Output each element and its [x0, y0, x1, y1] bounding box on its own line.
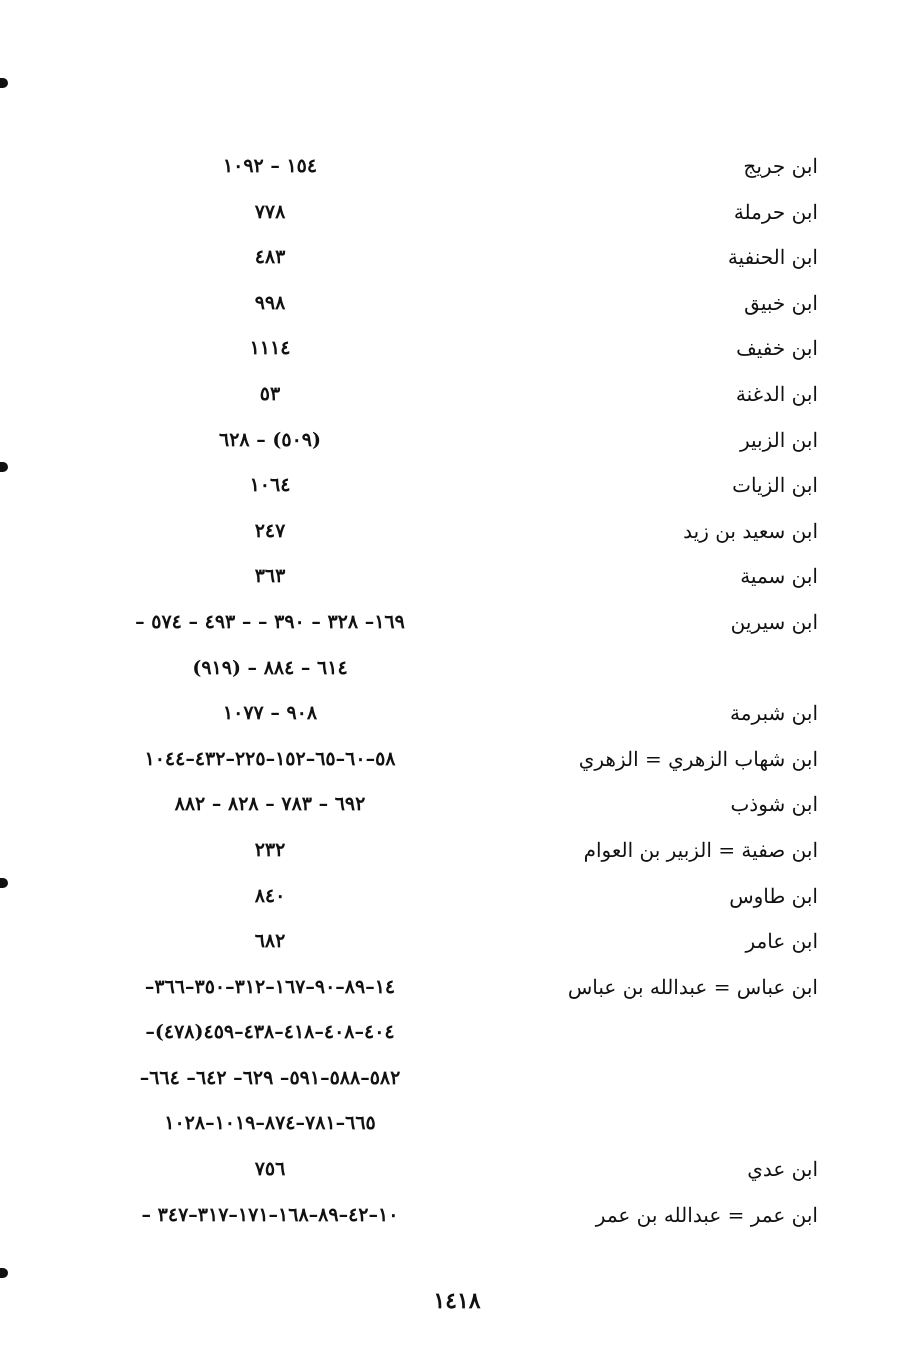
index-entry [0, 829, 914, 875]
index-entry [0, 373, 914, 419]
index-entry [0, 1148, 914, 1194]
entry-name: ابن خبيق [744, 290, 818, 315]
entry-pages: ١٥٤ – ١٠٩٢ [222, 155, 318, 177]
index-entry [0, 966, 914, 1012]
index-entry [0, 692, 914, 738]
index-entry [0, 236, 914, 282]
index-entry [0, 783, 914, 829]
index-entry [0, 1194, 914, 1240]
entry-name: ابن طاوس [729, 883, 818, 908]
scan-edge-mark [0, 78, 8, 88]
entry-pages: ٥٨٢–٥٨٨–٥٩١– ٦٢٩– ٦٤٢– ٦٦٤– [139, 1066, 401, 1089]
scan-edge-mark [0, 1268, 8, 1278]
entry-name: ابن جريج [743, 154, 818, 178]
entry-name: ابن سمية [740, 564, 818, 589]
index-entry [0, 555, 914, 601]
index-entry [0, 601, 914, 647]
index-entry [0, 920, 914, 966]
entry-name: ابن شوذب [730, 792, 818, 817]
entry-pages: ١٠–٤٢–٨٩–١٦٨–١٧١–٣١٧–٣٤٧ – [141, 1203, 399, 1226]
index-entry [0, 738, 914, 784]
index-entry [0, 464, 914, 510]
entry-name: ابن شهاب الزهري = الزهري [578, 746, 818, 771]
entry-pages: ٥٣ [259, 382, 281, 405]
entry-name: ابن حرملة [733, 199, 818, 224]
entry-pages: ٧٧٨ [254, 200, 286, 223]
index-entry [0, 510, 914, 556]
entry-pages: ٥٨–٦٠–٦٥–١٥٢–٢٢٥–٤٣٢–١٠٤٤ [144, 747, 396, 770]
entry-name: ابن عامر [745, 929, 818, 954]
index-entry [0, 282, 914, 328]
index-entry-continuation [0, 1057, 914, 1103]
entry-name: ابن سعيد بن زيد [683, 518, 818, 543]
index-entry-continuation [0, 647, 914, 693]
entry-name: ابن صفية = الزبير بن العوام [583, 837, 818, 862]
entry-pages: ١١١٤ [249, 337, 291, 360]
entry-pages: ٦٩٢ – ٧٨٣ – ٨٢٨ – ٨٨٢ [174, 793, 366, 816]
entry-pages: ٢٣٢ [254, 838, 286, 861]
entry-pages: ١٦٩– ٣٢٨ – ٣٩٠ – – ٤٩٣ – ٥٧٤ – [135, 610, 405, 633]
entry-name: ابن الدغنة [735, 381, 818, 406]
page-number: ١٤١٨ [433, 1288, 481, 1314]
entry-name: ابن عمر = عبدالله بن عمر [595, 1202, 818, 1227]
entry-name: ابن خفيف [736, 336, 818, 361]
index-entry-continuation [0, 1011, 914, 1057]
entry-pages: ٦١٤ – ٨٨٤ – (٩١٩) [192, 656, 348, 679]
entry-pages: ٦٦٥–٧٨١–٨٧٤–١٠١٩–١٠٢٨ [164, 1112, 376, 1135]
entry-pages: ١٠٦٤ [249, 474, 291, 497]
entry-name: ابن الحنفية [727, 245, 818, 270]
entry-name: ابن عباس = عبدالله بن عباس [567, 974, 818, 999]
entry-name: ابن شبرمة [730, 701, 818, 726]
entry-name: ابن عدي [747, 1157, 818, 1182]
entry-pages: ٩٠٨ – ١٠٧٧ [222, 702, 318, 725]
index-entry [0, 145, 914, 191]
entry-pages: ١٤–٨٩–٩٠–١٦٧–٣١٢–٣٥٠–٣٦٦– [144, 975, 396, 998]
entry-pages: ٣٦٣ [254, 565, 286, 588]
index-entry [0, 327, 914, 373]
entry-name: ابن سيرين [730, 609, 818, 634]
index-entry [0, 419, 914, 465]
index-entry-continuation [0, 1102, 914, 1148]
entry-pages: ٩٩٨ [254, 291, 286, 314]
entry-name: ابن الزبير [739, 427, 818, 452]
index-entry [0, 875, 914, 921]
entry-pages: ٨٤٠ [254, 884, 286, 907]
entry-pages: ٢٤٧ [254, 519, 286, 542]
entry-pages: ٤٨٣ [254, 246, 286, 269]
entry-pages: (٥٠٩) – ٦٢٨ [219, 428, 321, 451]
entry-name: ابن الزيات [732, 473, 818, 498]
name-index-list [0, 145, 914, 1239]
entry-pages: ٤٠٤–٤٠٨–٤١٨–٤٣٨–٤٥٩(٤٧٨)– [145, 1021, 395, 1044]
entry-pages: ٧٥٦ [254, 1158, 286, 1181]
entry-pages: ٦٨٢ [254, 930, 286, 953]
index-entry [0, 191, 914, 237]
